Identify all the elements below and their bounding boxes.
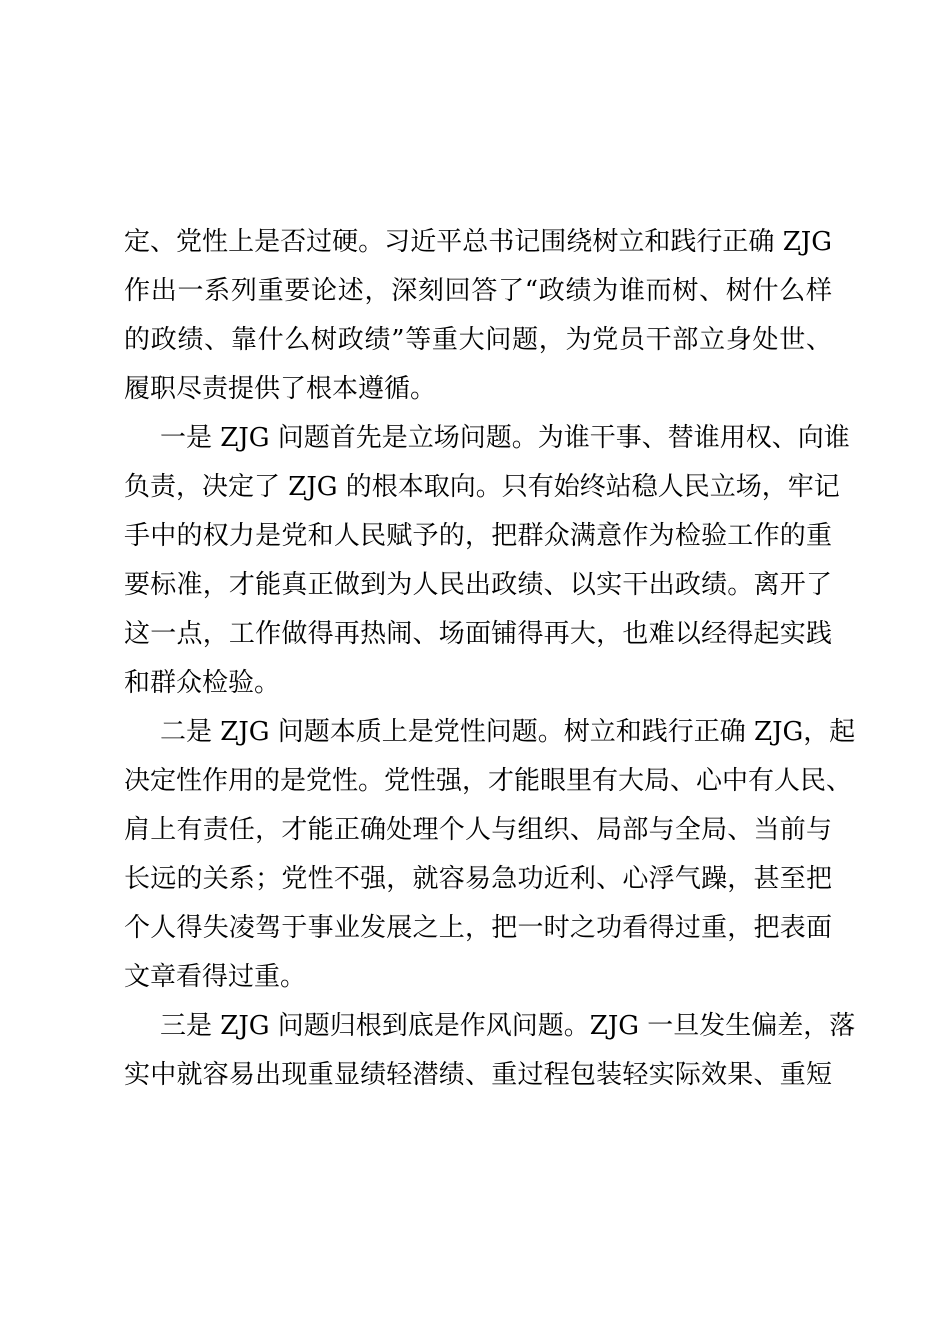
text-line: 一是 ZJG 问题首先是立场问题。为谁干事、替谁用权、向谁 <box>160 423 850 453</box>
text-line: 三是 ZJG 问题归根到底是作风问题。ZJG 一旦发生偏差，落 <box>160 1011 856 1041</box>
text-line: 个人得失凌驾于事业发展之上，把一时之功看得过重，把表面 <box>124 913 832 943</box>
text-line: 实中就容易出现重显绩轻潜绩、重过程包装轻实际效果、重短 <box>124 1060 832 1090</box>
text-line: 要标准，才能真正做到为人民出政绩、以实干出政绩。离开了 <box>124 570 832 600</box>
text-line: 这一点，工作做得再热闹、场面铺得再大，也难以经得起实践 <box>124 619 832 649</box>
text-line: 定、党性上是否过硬。习近平总书记围绕树立和践行正确 ZJG <box>124 227 832 257</box>
text-line: 和群众检验。 <box>124 668 281 698</box>
text-line: 作出一系列重要论述，深刻回答了“政绩为谁而树、树什么样 <box>124 276 832 306</box>
text-line: 长远的关系；党性不强，就容易急功近利、心浮气躁，甚至把 <box>124 864 832 894</box>
text-line: 履职尽责提供了根本遵循。 <box>124 374 437 404</box>
text-line: 手中的权力是党和人民赋予的，把群众满意作为检验工作的重 <box>124 521 832 551</box>
body-text <box>124 218 856 1100</box>
text-line: 文章看得过重。 <box>124 962 307 992</box>
text-line: 二是 ZJG 问题本质上是党性问题。树立和践行正确 ZJG，起 <box>160 717 856 747</box>
text-line: 肩上有责任，才能正确处理个人与组织、局部与全局、当前与 <box>124 815 832 845</box>
text-line: 的政绩、靠什么树政绩”等重大问题，为党员干部立身处世、 <box>124 325 832 355</box>
text-line: 决定性作用的是党性。党性强，才能眼里有大局、心中有人民、 <box>124 766 853 796</box>
text-line: 负责，决定了 ZJG 的根本取向。只有始终站稳人民立场，牢记 <box>124 472 840 502</box>
